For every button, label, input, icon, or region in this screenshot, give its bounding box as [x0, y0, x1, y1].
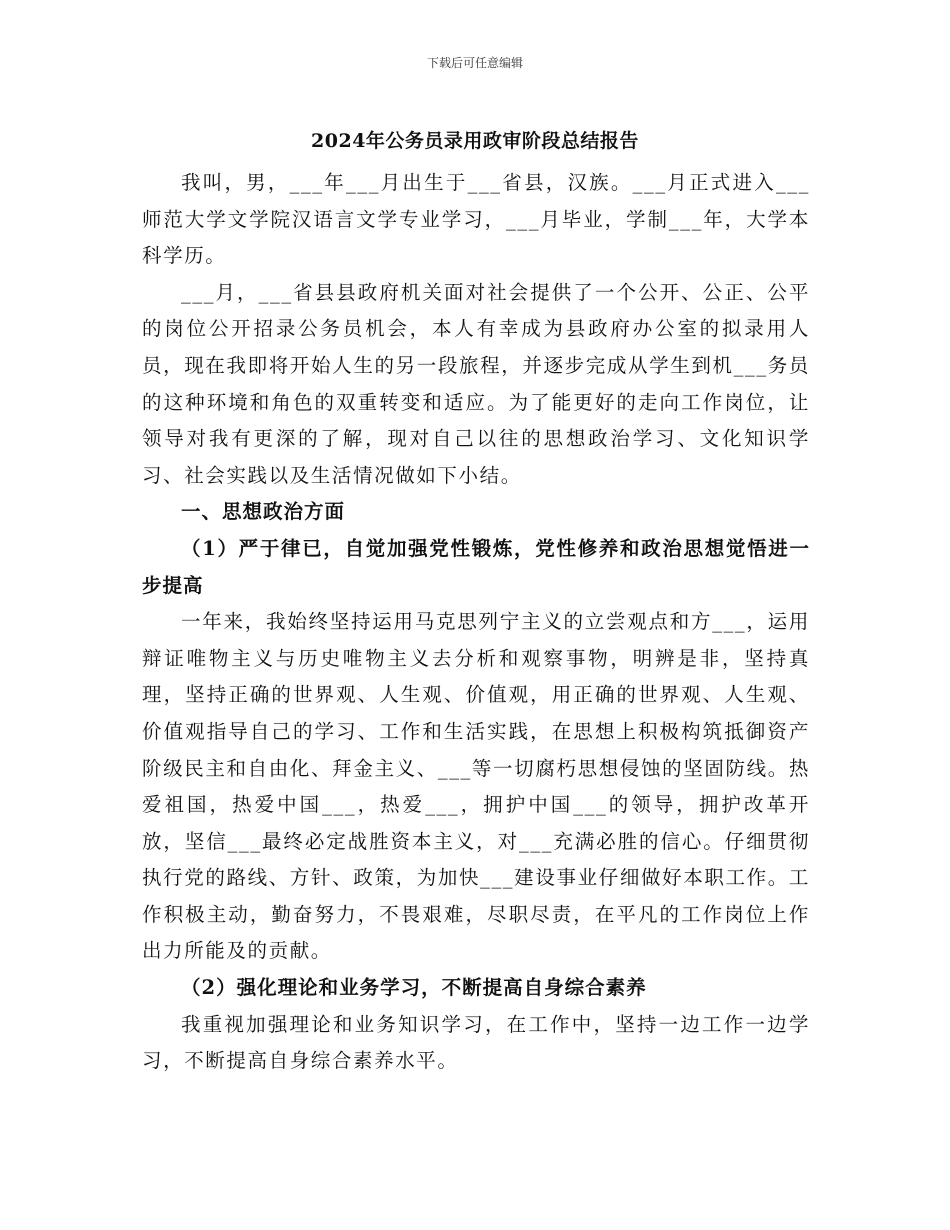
paragraph-party-discipline: 一年来，我始终坚持运用马克思列宁主义的立尝观点和方___，运用辩证唯物主义与历史唯物主义去分析和观察事物，明辨是非，坚持真理，坚持正确的世界观、人生观、价值观，用正确的世界观、人生观、价值观指导自己的学习、工作和生活实践，在思想上积极构筑抵御资产阶级民主和自由化、拜金主义、___等一切腐朽思想侵蚀的坚固防线。热爱祖国，热爱中国___，热爱___，拥护中国___的领导，拥护改革开放，坚信___最终必定战胜资本主义，对___充满必胜的信心。仔细贯彻执行党的路线、方针、政策，为加快___建设事业仔细做好本职工作。工作积极主动，勤奋努力，不畏艰难，尽职尽责，在平凡的工作岗位上作出力所能及的贡献。 [142, 610, 810, 963]
document-body [142, 165, 810, 1080]
section-heading-political: 一、思想政治方面 [181, 500, 346, 524]
page-header-note: 下载后可任意编辑 [426, 56, 523, 70]
subheading-party-discipline: （1）严于律已，自觉加强党性锻炼，党性修养和政治思想觉悟进一步提高 [142, 536, 810, 597]
paragraph-recruitment: ___月，___省县县政府机关面对社会提供了一个公开、公正、公平的岗位公开招录公务员机会，本人有幸成为县政府办公室的拟录用人员，现在我即将开始人生的另一段旅程，并逐步完成从学生到机___务员的这种环境和角色的双重转变和适应。为了能更好的走向工作岗位，让领导对我有更深的了解，现对自己以往的思想政治学习、文化知识学习、社会实践以及生活情况做如下小结。 [142, 280, 810, 487]
document-title: 2024年公务员录用政审阶段总结报告 [311, 130, 639, 152]
paragraph-personal-info: 我叫，男，___年___月出生于___省县，汉族。___月正式进入___师范大学文学院汉语言文学专业学习，___月毕业，学制___年，大学本科学历。 [142, 171, 810, 268]
paragraph-study: 我重视加强理论和业务知识学习，在工作中，坚持一边工作一边学习，不断提高自身综合素养水平。 [142, 1012, 810, 1073]
subheading-study: （2）强化理论和业务学习，不断提高自身综合素养 [181, 976, 647, 1000]
